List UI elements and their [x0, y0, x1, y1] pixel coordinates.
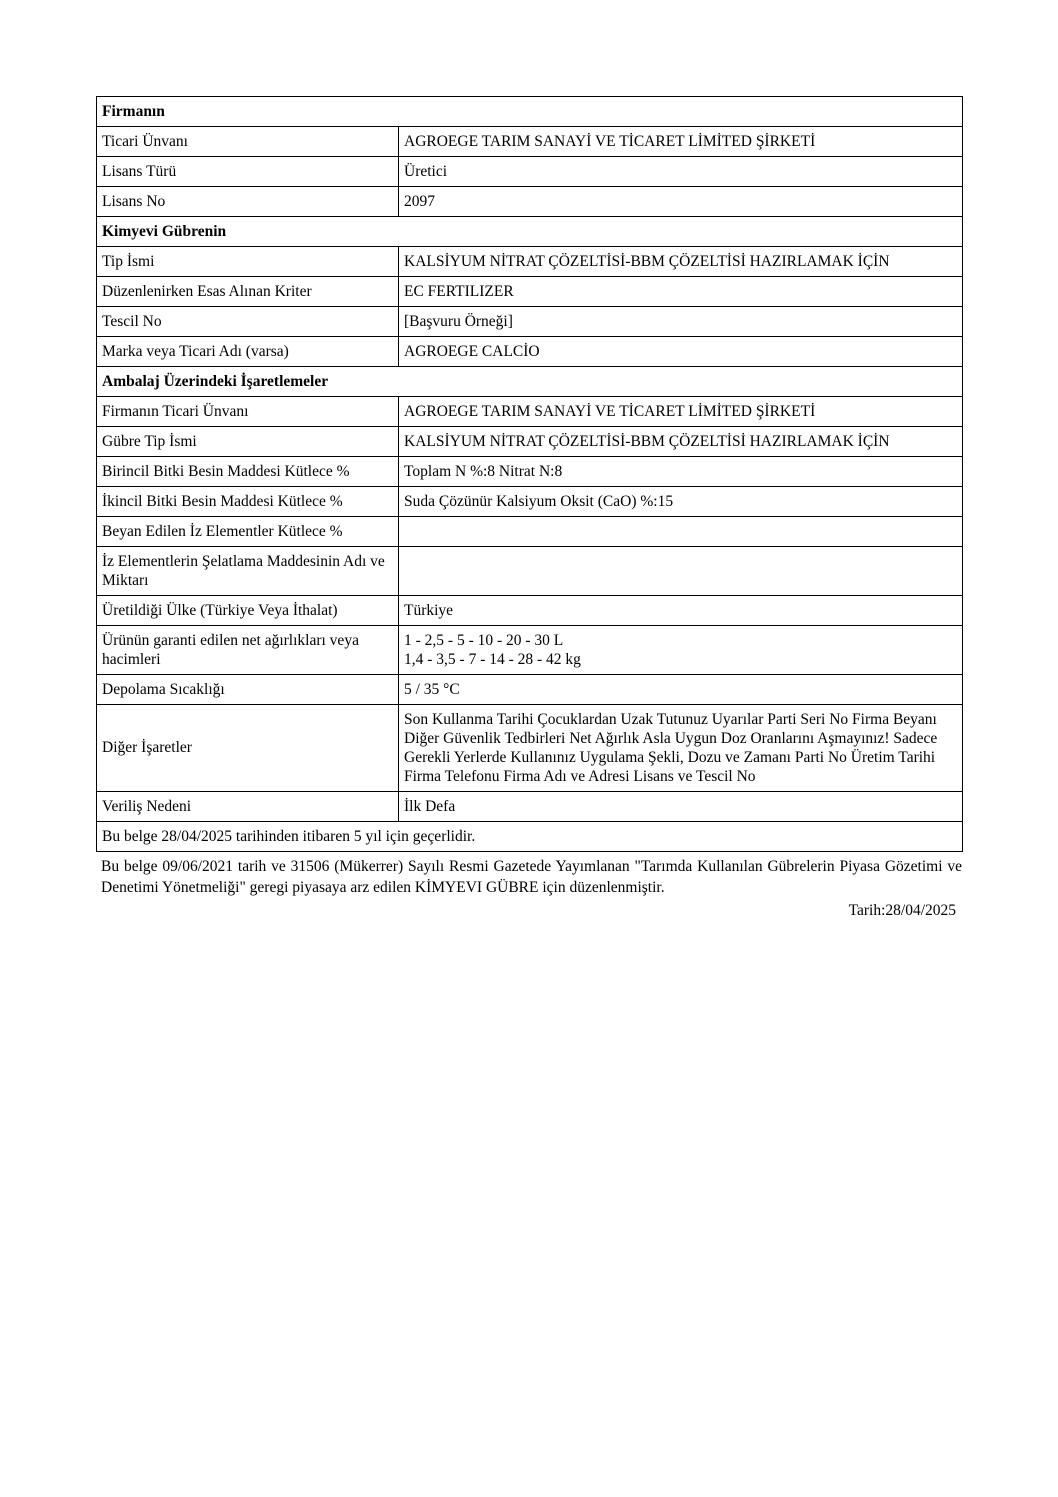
row-label: Lisans No [97, 187, 399, 217]
row-label: Üretildiği Ülke (Türkiye Veya İthalat) [97, 596, 399, 626]
table-row [97, 127, 963, 157]
row-label: Lisans Türü [97, 157, 399, 187]
row-label: Ticari Ünvanı [97, 127, 399, 157]
row-label: Firmanın Ticari Ünvanı [97, 397, 399, 427]
row-label: İkincil Bitki Besin Maddesi Kütlece % [97, 487, 399, 517]
row-value: Son Kullanma Tarihi Çocuklardan Uzak Tutunuz Uyarılar Parti Seri No Firma Beyanı Diğer Güvenlik Tedbirleri Net Ağırlık Asla Uygun Doz Oranlarını Aşmayınız! Sadece Gerekli Yerlerde Kullanınız Uygulama Şekli, Dozu ve Zamanı Parti No Üretim Tarihi Firma Telefonu Firma Adı ve Adresi Lisans ve Tescil No [399, 705, 963, 792]
table-row [97, 626, 963, 675]
row-label: Depolama Sıcaklığı [97, 675, 399, 705]
certificate-document [96, 96, 962, 920]
row-value [399, 547, 963, 596]
section-firm-heading-row [97, 97, 963, 127]
table-row [97, 157, 963, 187]
row-value [399, 626, 963, 675]
row-label: Marka veya Ticari Adı (varsa) [97, 337, 399, 367]
table-row [97, 792, 963, 822]
row-label: Düzenlenirken Esas Alınan Kriter [97, 277, 399, 307]
row-value: AGROEGE TARIM SANAYİ VE TİCARET LİMİTED ŞİRKETİ [399, 127, 963, 157]
table-row [97, 596, 963, 626]
row-label: Tescil No [97, 307, 399, 337]
row-value-line: 1 - 2,5 - 5 - 10 - 20 - 30 L [404, 631, 564, 649]
row-value-line: 1,4 - 3,5 - 7 - 14 - 28 - 42 kg [404, 650, 581, 668]
table-row [97, 457, 963, 487]
row-value: AGROEGE TARIM SANAYİ VE TİCARET LİMİTED ŞİRKETİ [399, 397, 963, 427]
validity-text: Bu belge 28/04/2025 tarihinden itibaren 5 yıl için geçerlidir. [97, 822, 963, 852]
table-row [97, 705, 963, 792]
row-value: 5 / 35 °C [399, 675, 963, 705]
section-heading: Firmanın [97, 97, 963, 127]
section-fertilizer-heading-row [97, 217, 963, 247]
table-row [97, 517, 963, 547]
row-value: İlk Defa [399, 792, 963, 822]
table-row [97, 307, 963, 337]
table-row [97, 397, 963, 427]
certificate-table [96, 96, 963, 852]
table-row [97, 277, 963, 307]
row-value: EC FERTILIZER [399, 277, 963, 307]
table-row [97, 187, 963, 217]
row-label: Diğer İşaretler [97, 705, 399, 792]
table-row [97, 487, 963, 517]
row-label: Beyan Edilen İz Elementler Kütlece % [97, 517, 399, 547]
section-packaging-heading-row [97, 367, 963, 397]
row-value: KALSİYUM NİTRAT ÇÖZELTİSİ-BBM ÇÖZELTİSİ HAZIRLAMAK İÇİN [399, 427, 963, 457]
footer-note: Bu belge 09/06/2021 tarih ve 31506 (Mükerrer) Sayılı Resmi Gazetede Yayımlanan "Tarımda Kullanılan Gübrelerin Piyasa Gözetimi ve Denetimi Yönetmeliği" geregi piyasaya arz edilen KİMYEVI GÜBRE için düzenlenmiştir. [101, 858, 962, 896]
table-row [97, 675, 963, 705]
table-row [97, 547, 963, 596]
table-row [97, 337, 963, 367]
table-row [97, 247, 963, 277]
row-label: Gübre Tip İsmi [97, 427, 399, 457]
row-value: Türkiye [399, 596, 963, 626]
row-label: Birincil Bitki Besin Maddesi Kütlece % [97, 457, 399, 487]
row-label: Tip İsmi [97, 247, 399, 277]
row-value: 2097 [399, 187, 963, 217]
row-value: Toplam N %:8 Nitrat N:8 [399, 457, 963, 487]
validity-row [97, 822, 963, 852]
table-row [97, 427, 963, 457]
row-value: AGROEGE CALCİO [399, 337, 963, 367]
row-value: Suda Çözünür Kalsiyum Oksit (CaO) %:15 [399, 487, 963, 517]
row-value: [Başvuru Örneği] [399, 307, 963, 337]
section-heading: Kimyevi Gübrenin [97, 217, 963, 247]
document-date: Tarih:28/04/2025 [848, 902, 956, 919]
row-label: Ürünün garanti edilen net ağırlıkları veya hacimleri [97, 626, 399, 675]
row-value [399, 517, 963, 547]
row-value: KALSİYUM NİTRAT ÇÖZELTİSİ-BBM ÇÖZELTİSİ HAZIRLAMAK İÇİN [399, 247, 963, 277]
section-heading: Ambalaj Üzerindeki İşaretlemeler [97, 367, 963, 397]
row-label: İz Elementlerin Şelatlama Maddesinin Adı ve Miktarı [97, 547, 399, 596]
row-value: Üretici [399, 157, 963, 187]
row-label: Veriliş Nedeni [97, 792, 399, 822]
